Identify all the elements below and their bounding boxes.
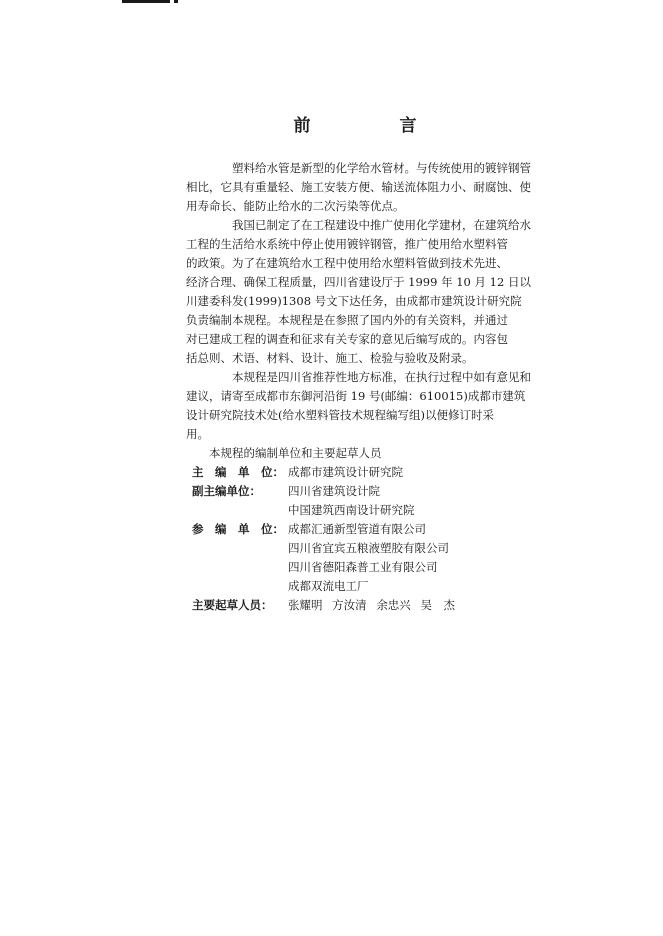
credits-row-drafters bbox=[186, 596, 524, 615]
text-line: 工程的生活给水系统中停止使用镀锌钢管，推广使用给水塑料管 bbox=[186, 237, 508, 251]
text-line: 川建委科发(1999)1308 号文下达任务，由成都市建筑设计研究院 bbox=[186, 294, 522, 308]
top-edge-tick bbox=[174, 0, 178, 3]
text-line: 用寿命长、能防止给水的二次污染等优点。 bbox=[186, 199, 405, 213]
text-line: 负责编制本规程。本规程是在参照了国内外的有关资料，并通过 bbox=[186, 313, 508, 327]
text-line: 我国已制定了在工程建设中推广使用化学建材，在建筑给水 bbox=[232, 218, 531, 232]
text-line: 设计研究院技术处(给水塑料管技术规程编写组)以便修订时采 bbox=[186, 408, 494, 422]
credits-row-deputy-editor bbox=[186, 482, 524, 520]
paragraph-1 bbox=[186, 159, 531, 216]
credits-row-participants bbox=[186, 520, 524, 596]
paragraph-3 bbox=[186, 368, 531, 444]
person-name: 吴 杰 bbox=[420, 598, 455, 612]
role-label: 参 编 单 位： bbox=[192, 522, 284, 536]
org-name: 四川省建筑设计院 bbox=[288, 484, 380, 498]
org-name: 中国建筑西南设计研究院 bbox=[288, 503, 415, 517]
org-list bbox=[288, 463, 524, 482]
org-name: 四川省德阳森普工业有限公司 bbox=[288, 560, 438, 574]
org-name: 四川省宜宾五粮液塑胶有限公司 bbox=[288, 541, 449, 555]
role-label: 主要起草人员： bbox=[192, 598, 273, 612]
people-list bbox=[288, 596, 524, 615]
org-name: 成都双流电工厂 bbox=[288, 579, 369, 593]
credits-intro: 本规程的编制单位和主要起草人员 bbox=[209, 446, 382, 460]
text-line: 的政策。为了在建筑给水工程中使用给水塑料管做到技术先进、 bbox=[186, 256, 508, 270]
document-page bbox=[186, 115, 531, 615]
text-line: 本规程是四川省推荐性地方标准，在执行过程中如有意见和 bbox=[232, 370, 531, 384]
paragraph-2 bbox=[186, 216, 531, 368]
org-list bbox=[288, 520, 524, 596]
role-label: 副主编单位： bbox=[192, 484, 261, 498]
text-line: 相比，它具有重量轻、施工安装方便、输送流体阻力小、耐腐蚀、使 bbox=[186, 180, 531, 194]
org-list bbox=[288, 482, 524, 520]
text-line: 经济合理、确保工程质量，四川省建设厅于 1999 年 10 月 12 日以 bbox=[186, 275, 531, 289]
role-label: 主 编 单 位： bbox=[192, 465, 284, 479]
text-line: 用。 bbox=[186, 427, 209, 441]
top-edge-mark bbox=[122, 0, 170, 3]
text-line: 对已建成工程的调查和征求有关专家的意见后编写成的。内容包 bbox=[186, 332, 508, 346]
org-name: 成都市建筑设计研究院 bbox=[288, 465, 403, 479]
text-line: 括总则、术语、材料、设计、施工、检验与验收及附录。 bbox=[186, 351, 474, 365]
text-line: 建议，请寄至成都市东御河沿街 19 号(邮编：610015)成都市建筑 bbox=[186, 389, 526, 403]
page-title: 前 言 bbox=[293, 116, 453, 136]
person-name: 方汝清 bbox=[332, 598, 367, 612]
credits-row-chief-editor bbox=[186, 463, 524, 482]
person-name: 余忠兴 bbox=[376, 598, 411, 612]
text-line: 塑料给水管是新型的化学给水管材。与传统使用的镀锌钢管 bbox=[232, 161, 531, 175]
org-name: 成都汇通新型管道有限公司 bbox=[288, 522, 426, 536]
person-name: 张耀明 bbox=[288, 598, 323, 612]
